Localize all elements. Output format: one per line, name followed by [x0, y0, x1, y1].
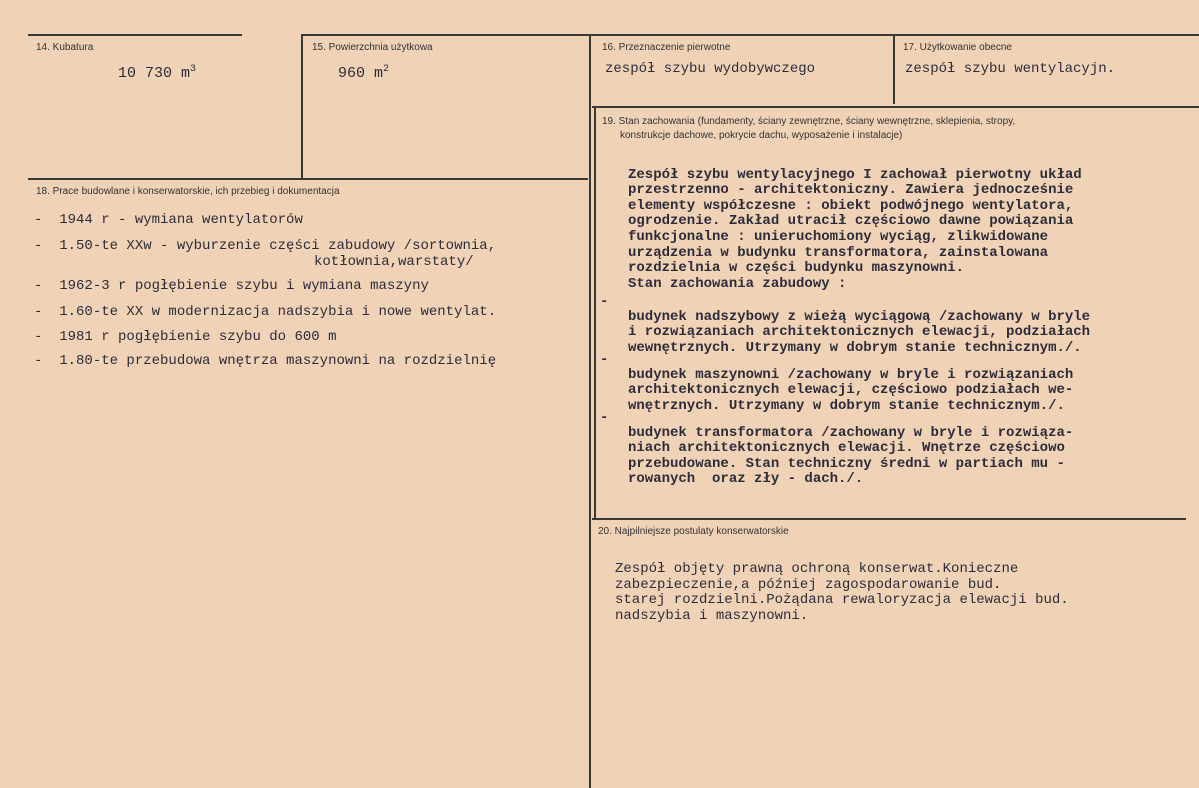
prace-item-1 — [34, 212, 303, 228]
intro-line: rozdzielnia w części budynku maszynowni. — [628, 260, 965, 277]
divider-bullets — [594, 106, 596, 518]
postulaty-label: 20. Najpilniejsze postulaty konserwatorskie — [598, 526, 789, 537]
item-text: 1962-3 r pogłębienie szybu i wymiana maszyny — [59, 278, 429, 294]
prace-item-2-cont: kotłownia,warstaty/ — [314, 254, 474, 270]
bullet-line: budynek transformatora /zachowany w bryle i rozwiąza- — [628, 424, 1074, 441]
bullet-dash-3: - — [600, 410, 609, 426]
kubatura-exponent: 3 — [190, 64, 197, 75]
divider-main — [589, 34, 591, 788]
bullet-line: budynek maszynowni /zachowany w bryle i rozwiązaniach — [628, 366, 1074, 383]
prace-budowlane-label: 18. Prace budowlane i konserwatorskie, ich przebieg i dokumentacja — [36, 186, 340, 197]
intro-line: urządzenia w budynku transformatora, zainstalowana — [628, 244, 1049, 261]
bullet-line: wnętrznych. Utrzymany w dobrym stanie technicznym./. — [628, 397, 1065, 414]
bullet-dash-2: - — [600, 352, 609, 368]
intro-line: przestrzenno - architektoniczny. Zawiera jednocześnie — [628, 182, 1074, 199]
uzytkowanie-label: 17. Użytkowanie obecne — [903, 42, 1012, 53]
bullet-dash-1: - — [600, 294, 609, 310]
powierzchnia-exponent: 2 — [383, 64, 390, 75]
intro-line: Stan zachowania zabudowy : — [628, 275, 847, 292]
bullet-transformatora — [628, 410, 1073, 504]
top-rule-left — [28, 34, 242, 36]
rule-under-14-15 — [28, 178, 588, 180]
prace-item-6 — [34, 353, 587, 369]
top-rule-right — [302, 34, 1199, 36]
bullet-line: niach architektonicznych elewacji. Wnętrze częściowo — [628, 440, 1065, 457]
powierzchnia-label: 15. Powierzchnia użytkowa — [312, 42, 433, 53]
intro-line: ogrodzenie. Zakład utracił częściowo dawne powiązania — [628, 213, 1074, 230]
item-text: 1944 r - wymiana wentylatorów — [59, 212, 303, 228]
prace-item-3 — [34, 278, 429, 294]
item-dash: - — [34, 238, 43, 254]
item-text: 1.60-te XX w modernizacja nadszybia i nowe wentylat. — [59, 304, 497, 320]
bullet-line: przebudowane. Stan techniczny średni w partiach mu - — [628, 455, 1065, 472]
kubatura-label: 14. Kubatura — [36, 42, 94, 53]
item-dash: - — [34, 212, 43, 228]
item-text: 1.50-te XXw - wyburzenie części zabudowy /sortownia, — [59, 238, 497, 254]
stan-zachowania-label-1: 19. Stan zachowania (fundamenty, ściany zewnętrzne, ściany wewnętrzne, sklepienia, stropy, — [602, 116, 1016, 127]
bullet-line: rowanych oraz zły - dach./. — [628, 471, 864, 488]
intro-line: Zespół szybu wentylacyjnego I zachował pierwotny układ — [628, 166, 1082, 183]
item-dash: - — [34, 278, 43, 294]
przeznaczenie-value: zespół szybu wydobywczego — [605, 61, 816, 77]
postulaty-line: zabezpieczenie,a później zagospodarowanie bud. — [615, 576, 1002, 593]
kubatura-number: 10 730 m — [118, 65, 191, 82]
postulaty-line: starej rozdzielni.Pożądana rewaloryzacja elewacji bud. — [615, 592, 1069, 609]
divider-16-17 — [893, 34, 895, 104]
divider-14-15 — [301, 34, 303, 178]
prace-item-4 — [34, 304, 496, 320]
postulaty-line: Zespół objęty prawną ochroną konserwat.Konieczne — [615, 560, 1019, 577]
powierzchnia-value — [338, 62, 389, 82]
powierzchnia-number: 960 m — [338, 65, 384, 82]
item-dash: - — [34, 353, 43, 369]
intro-line: elementy współczesne : obiekt podwójnego wentylatora, — [628, 197, 1074, 214]
bullet-line: architektonicznych elewacji, częściowo podziałach we- — [628, 382, 1074, 399]
uzytkowanie-value: zespół szybu wentylacyjn. — [905, 61, 1116, 77]
rule-above-20 — [592, 518, 1186, 520]
bullet-line: budynek nadszybowy z wieżą wyciągową /zachowany w bryle — [628, 308, 1091, 325]
item-text: 1.80-te przebudowa wnętrza maszynowni na rozdzielnię — [59, 353, 497, 369]
kubatura-value — [118, 62, 196, 82]
bullet-line: wewnętrznych. Utrzymany w dobrym stanie technicznym./. — [628, 339, 1082, 356]
item-text: 1981 r pogłębienie szybu do 600 m — [59, 329, 337, 345]
postulaty-text — [615, 546, 1069, 641]
bullet-line: i rozwiązaniach architektonicznych elewacji, podziałach — [628, 324, 1091, 341]
prace-item-5 — [34, 329, 336, 345]
postulaty-line: nadszybia i maszynowni. — [615, 608, 809, 625]
rule-under-16-17 — [592, 106, 1199, 108]
intro-line: funkcjonalne : unieruchomiony wyciąg, zlikwidowane — [628, 228, 1049, 245]
prace-item-2 — [34, 238, 496, 254]
stan-zachowania-label-2: konstrukcje dachowe, pokrycie dachu, wyposażenie i instalacje) — [620, 130, 903, 141]
item-dash: - — [34, 304, 43, 320]
stan-intro — [628, 152, 1082, 308]
przeznaczenie-label: 16. Przeznaczenie pierwotne — [602, 42, 731, 53]
item-dash: - — [34, 329, 43, 345]
